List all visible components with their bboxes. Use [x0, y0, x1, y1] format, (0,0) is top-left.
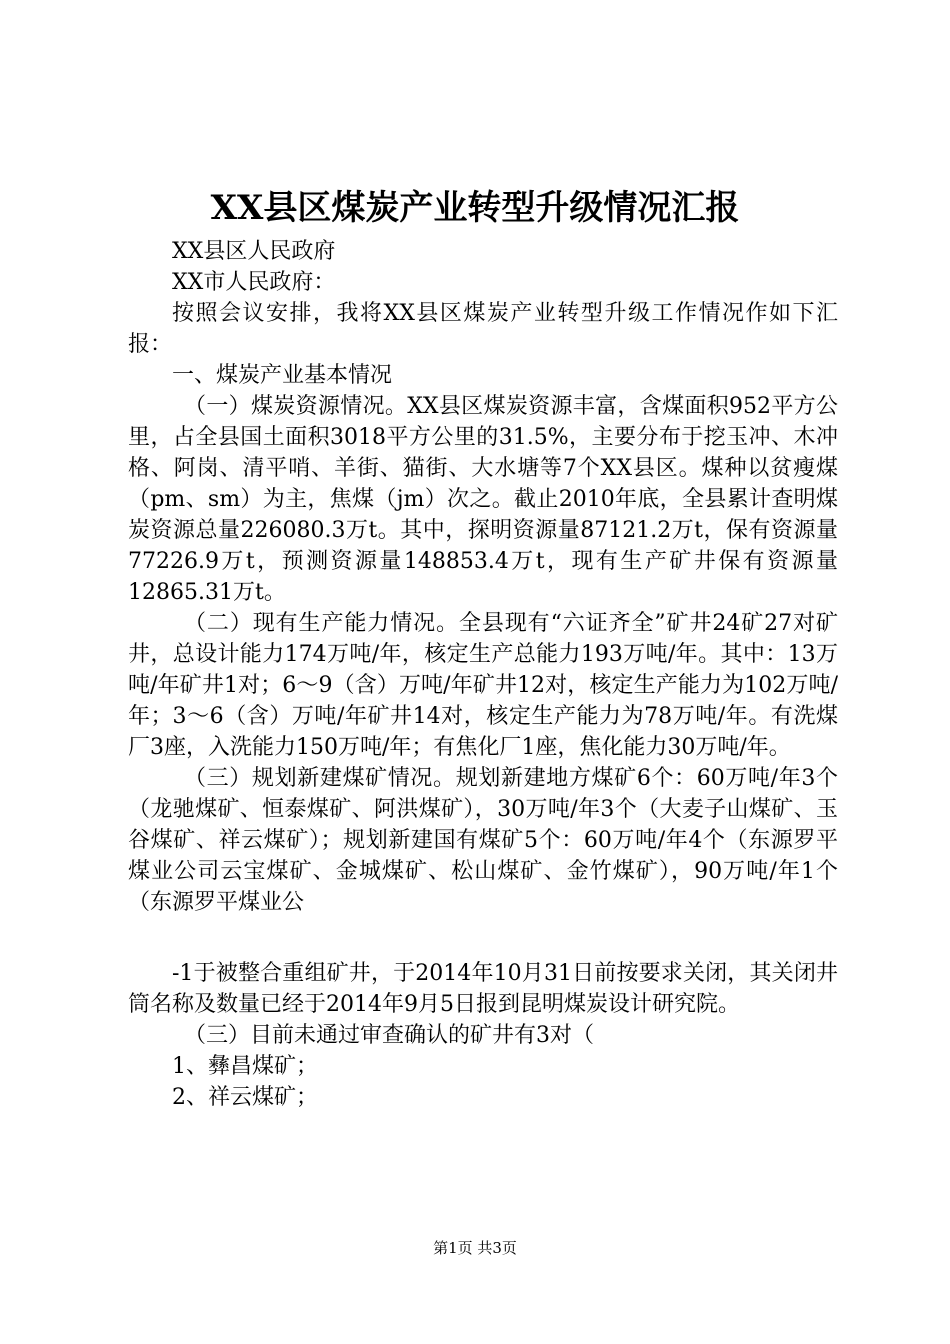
paragraph-intro: 按照会议安排，我将XX县区煤炭产业转型升级工作情况作如下汇报：	[128, 301, 838, 357]
document-title: XX县区煤炭产业转型升级情况汇报	[210, 188, 740, 228]
document-body	[128, 236, 838, 1113]
list-item-1: 1、彝昌煤矿；	[172, 1054, 318, 1079]
page-number-footer: 第1页 共3页	[433, 1239, 517, 1257]
page-break-gap	[128, 918, 838, 958]
paragraph-addressee-1: XX县区人民政府	[172, 239, 336, 264]
paragraph-closure: -1于被整合重组矿井，于2014年10月31日前按要求关闭，其关闭井筒名称及数量已经于2014年9月5日报到昆明煤炭设计研究院。	[128, 961, 838, 1017]
paragraph-production-capacity: （二）现有生产能力情况。全县现有“六证齐全”矿井24矿27对矿井，总设计能力174万吨/年，核定生产总能力193万吨/年。其中：13万吨/年矿井1对；6～9（含）万吨/年矿井12对，核定生产能力为102万吨/年；3～6（含）万吨/年矿井14对，核定生产能力为78万吨/年。有洗煤厂3座，入洗能力150万吨/年；有焦化厂1座，焦化能力30万吨/年。	[128, 611, 838, 760]
paragraph-planned-mines: （三）规划新建煤矿情况。规划新建地方煤矿6个：60万吨/年3个（龙驰煤矿、恒泰煤矿、阿洪煤矿），30万吨/年3个（大麦子山煤矿、玉谷煤矿、祥云煤矿）；规划新建国有煤矿5个：60万吨/年4个（东源罗平煤业公司云宝煤矿、金城煤矿、松山煤矿、金竹煤矿），90万吨/年1个（东源罗平煤业公	[128, 766, 838, 915]
list-item-2: 2、祥云煤矿；	[172, 1085, 318, 1110]
paragraph-coal-resources: （一）煤炭资源情况。XX县区煤炭资源丰富，含煤面积952平方公里，占全县国土面积3018平方公里的31.5%，主要分布于挖玉冲、木冲格、阿岗、清平哨、羊街、猫街、大水塘等7个XX县区。煤种以贫瘦煤（pm、sm）为主，焦煤（jm）次之。截止2010年底，全县累计查明煤炭资源总量226080.3万t。其中，探明资源量87121.2万t，保有资源量77226.9万t，预测资源量148853.4万t，现有生产矿井保有资源量12865.31万t。	[128, 394, 838, 605]
section-heading-1: 一、煤炭产业基本情况	[172, 363, 393, 388]
paragraph-addressee-2: XX市人民政府：	[172, 270, 336, 295]
paragraph-unconfirmed-mines: （三）目前未通过审查确认的矿井有3对（	[184, 1023, 594, 1048]
